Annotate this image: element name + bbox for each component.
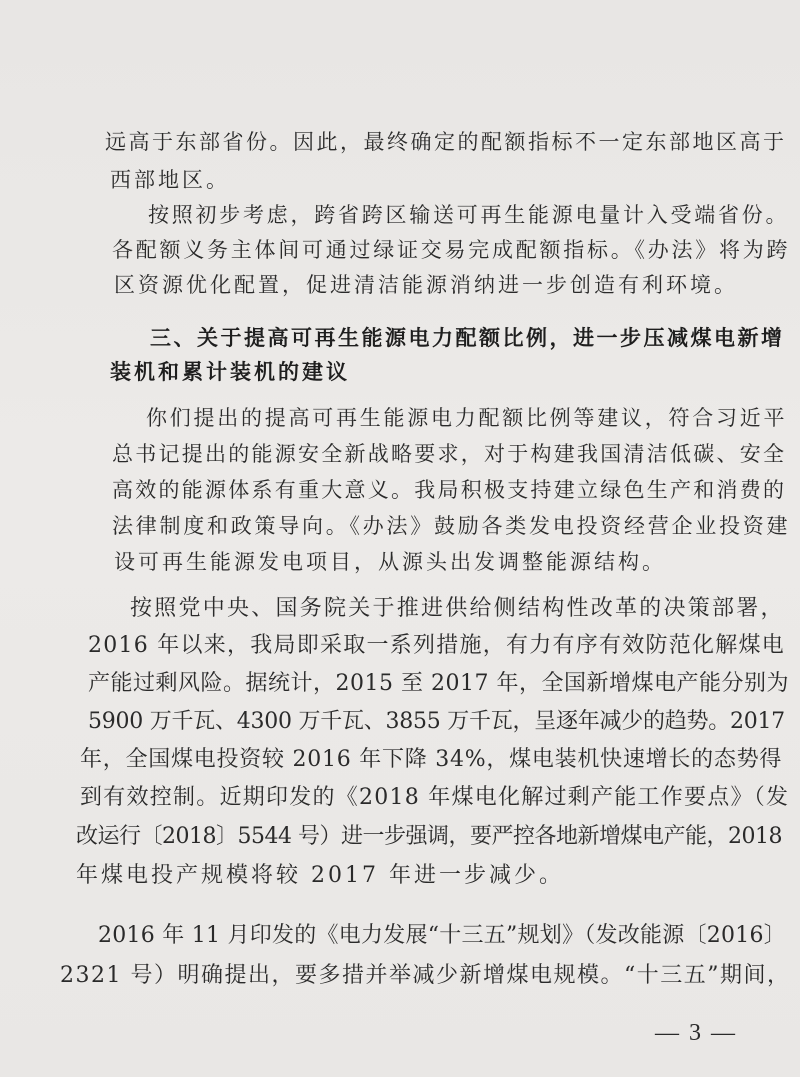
section-heading-line-2: 装机和累计装机的建议 — [110, 359, 350, 384]
text-line-8: 你们提出的提高可再生能源电力配额比例等建议，符合习近平 — [146, 406, 788, 430]
text-line-11: 法律制度和政策导向。《办法》鼓励各类发电投资经营企业投资建 — [112, 514, 791, 538]
text-line-21: 2016 年 11 月印发的《电力发展“十三五”规划》（发改能源〔2016〕 — [98, 923, 786, 948]
text-line-14: 2016 年以来，我局即采取一系列措施，有力有序有效防范化解煤电 — [88, 633, 785, 658]
text-line-2: 西部地区。 — [110, 168, 230, 192]
text-line-17: 年，全国煤电投资较 2016 年下降 34%，煤电装机快速增长的态势得 — [80, 747, 783, 772]
text-line-15: 产能过剩风险。据统计，2015 至 2017 年，全国新增煤电产能分别为 — [88, 671, 789, 696]
text-line-12: 设可再生能源发电项目，从源头出发调整能源结构。 — [114, 550, 666, 574]
text-line-18: 到有效控制。近期印发的《2018 年煤电化解过剩产能工作要点》（发 — [80, 785, 790, 810]
text-line-5: 区资源优化配置，促进清洁能源消纳进一步创造有利环境。 — [114, 273, 738, 297]
text-line-19: 改运行〔2018〕5544 号）进一步强调，要严控各地新增煤电产能，2018 — [76, 824, 782, 849]
section-heading-line-1: 三、关于提高可再生能源电力配额比例，进一步压减煤电新增 — [150, 325, 785, 350]
page-number: — 3 — — [655, 1020, 737, 1046]
text-line-1: 远高于东部省份。因此，最终确定的配额指标不一定东部地区高于 — [105, 130, 787, 154]
text-line-22: 2321 号）明确提出，要多措并举减少新增煤电规模。“十三五”期间， — [60, 963, 791, 988]
text-line-16: 5900 万千瓦、4300 万千瓦、3855 万千瓦，呈逐年减少的趋势。2017 — [88, 709, 785, 734]
text-line-3: 按照初步考虑，跨省跨区输送可再生能源电量计入受端省份。 — [148, 203, 790, 227]
text-line-10: 高效的能源体系有重大意义。我局积极支持建立绿色生产和消费的 — [112, 478, 787, 502]
text-line-20: 年煤电投产规模将较 2017 年进一步减少。 — [76, 863, 564, 888]
text-line-13: 按照党中央、国务院关于推进供给侧结构性改革的决策部署， — [130, 596, 785, 621]
text-line-9: 总书记提出的能源安全新战略要求，对于构建我国清洁低碳、安全 — [112, 442, 787, 466]
text-line-4: 各配额义务主体间可通过绿证交易完成配额指标。《办法》将为跨 — [112, 238, 791, 262]
